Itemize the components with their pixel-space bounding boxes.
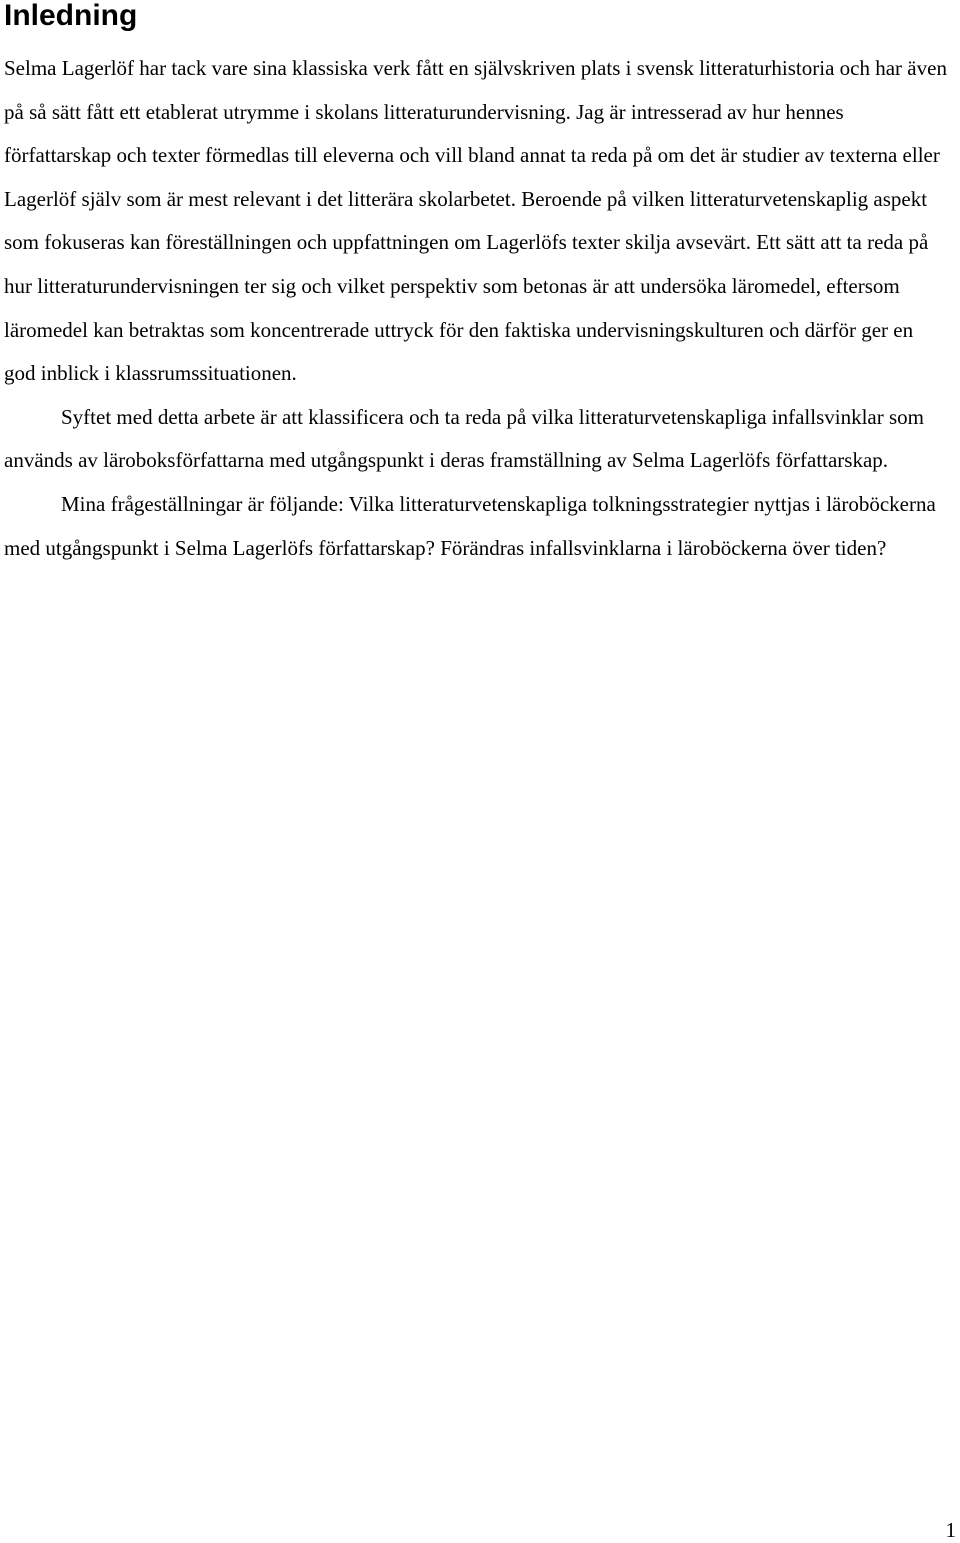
paragraph-intro: Selma Lagerlöf har tack vare sina klassiska verk fått en självskriven plats i svensk litteraturhistoria och har även på så sätt fått ett etablerat utrymme i skolans litteraturundervisning. Jag är intresserad av hur hennes författarskap och texter förmedlas till eleverna och vill bland annat ta reda på om det är studier av texterna eller Lagerlöf själv som är mest relevant i det litterära skolarbetet. Beroende på vilken litteraturvetenskaplig aspekt som fokuseras kan föreställningen och uppfattningen om Lagerlöfs texter skilja avsevärt. Ett sätt att ta reda på hur litteraturundervisningen ter sig och vilket perspektiv som betonas är att undersöka läromedel, eftersom läromedel kan betraktas som koncentrerade uttryck för den faktiska undervisningskulturen och därför ger en god inblick i klassrumssituationen.	[4, 56, 947, 386]
paragraph-purpose: Syftet med detta arbete är att klassificera och ta reda på vilka litteraturvetenskapliga infallsvinklar som används av läroboksförfattarna med utgångspunkt i deras framställning av Selma Lagerlöfs författarskap.	[4, 404, 924, 473]
paragraph-questions: Mina frågeställningar är följande: Vilka litteraturvetenskapliga tolkningsstrategier nyttjas i läroböckerna med utgångspunkt i Selma Lagerlöfs författarskap? Förändras infallsvinklarna i läroböckerna över tiden?	[4, 491, 936, 560]
body-text	[4, 47, 949, 570]
section-heading: Inledning	[4, 0, 138, 32]
page-number: 1	[945, 1518, 956, 1542]
